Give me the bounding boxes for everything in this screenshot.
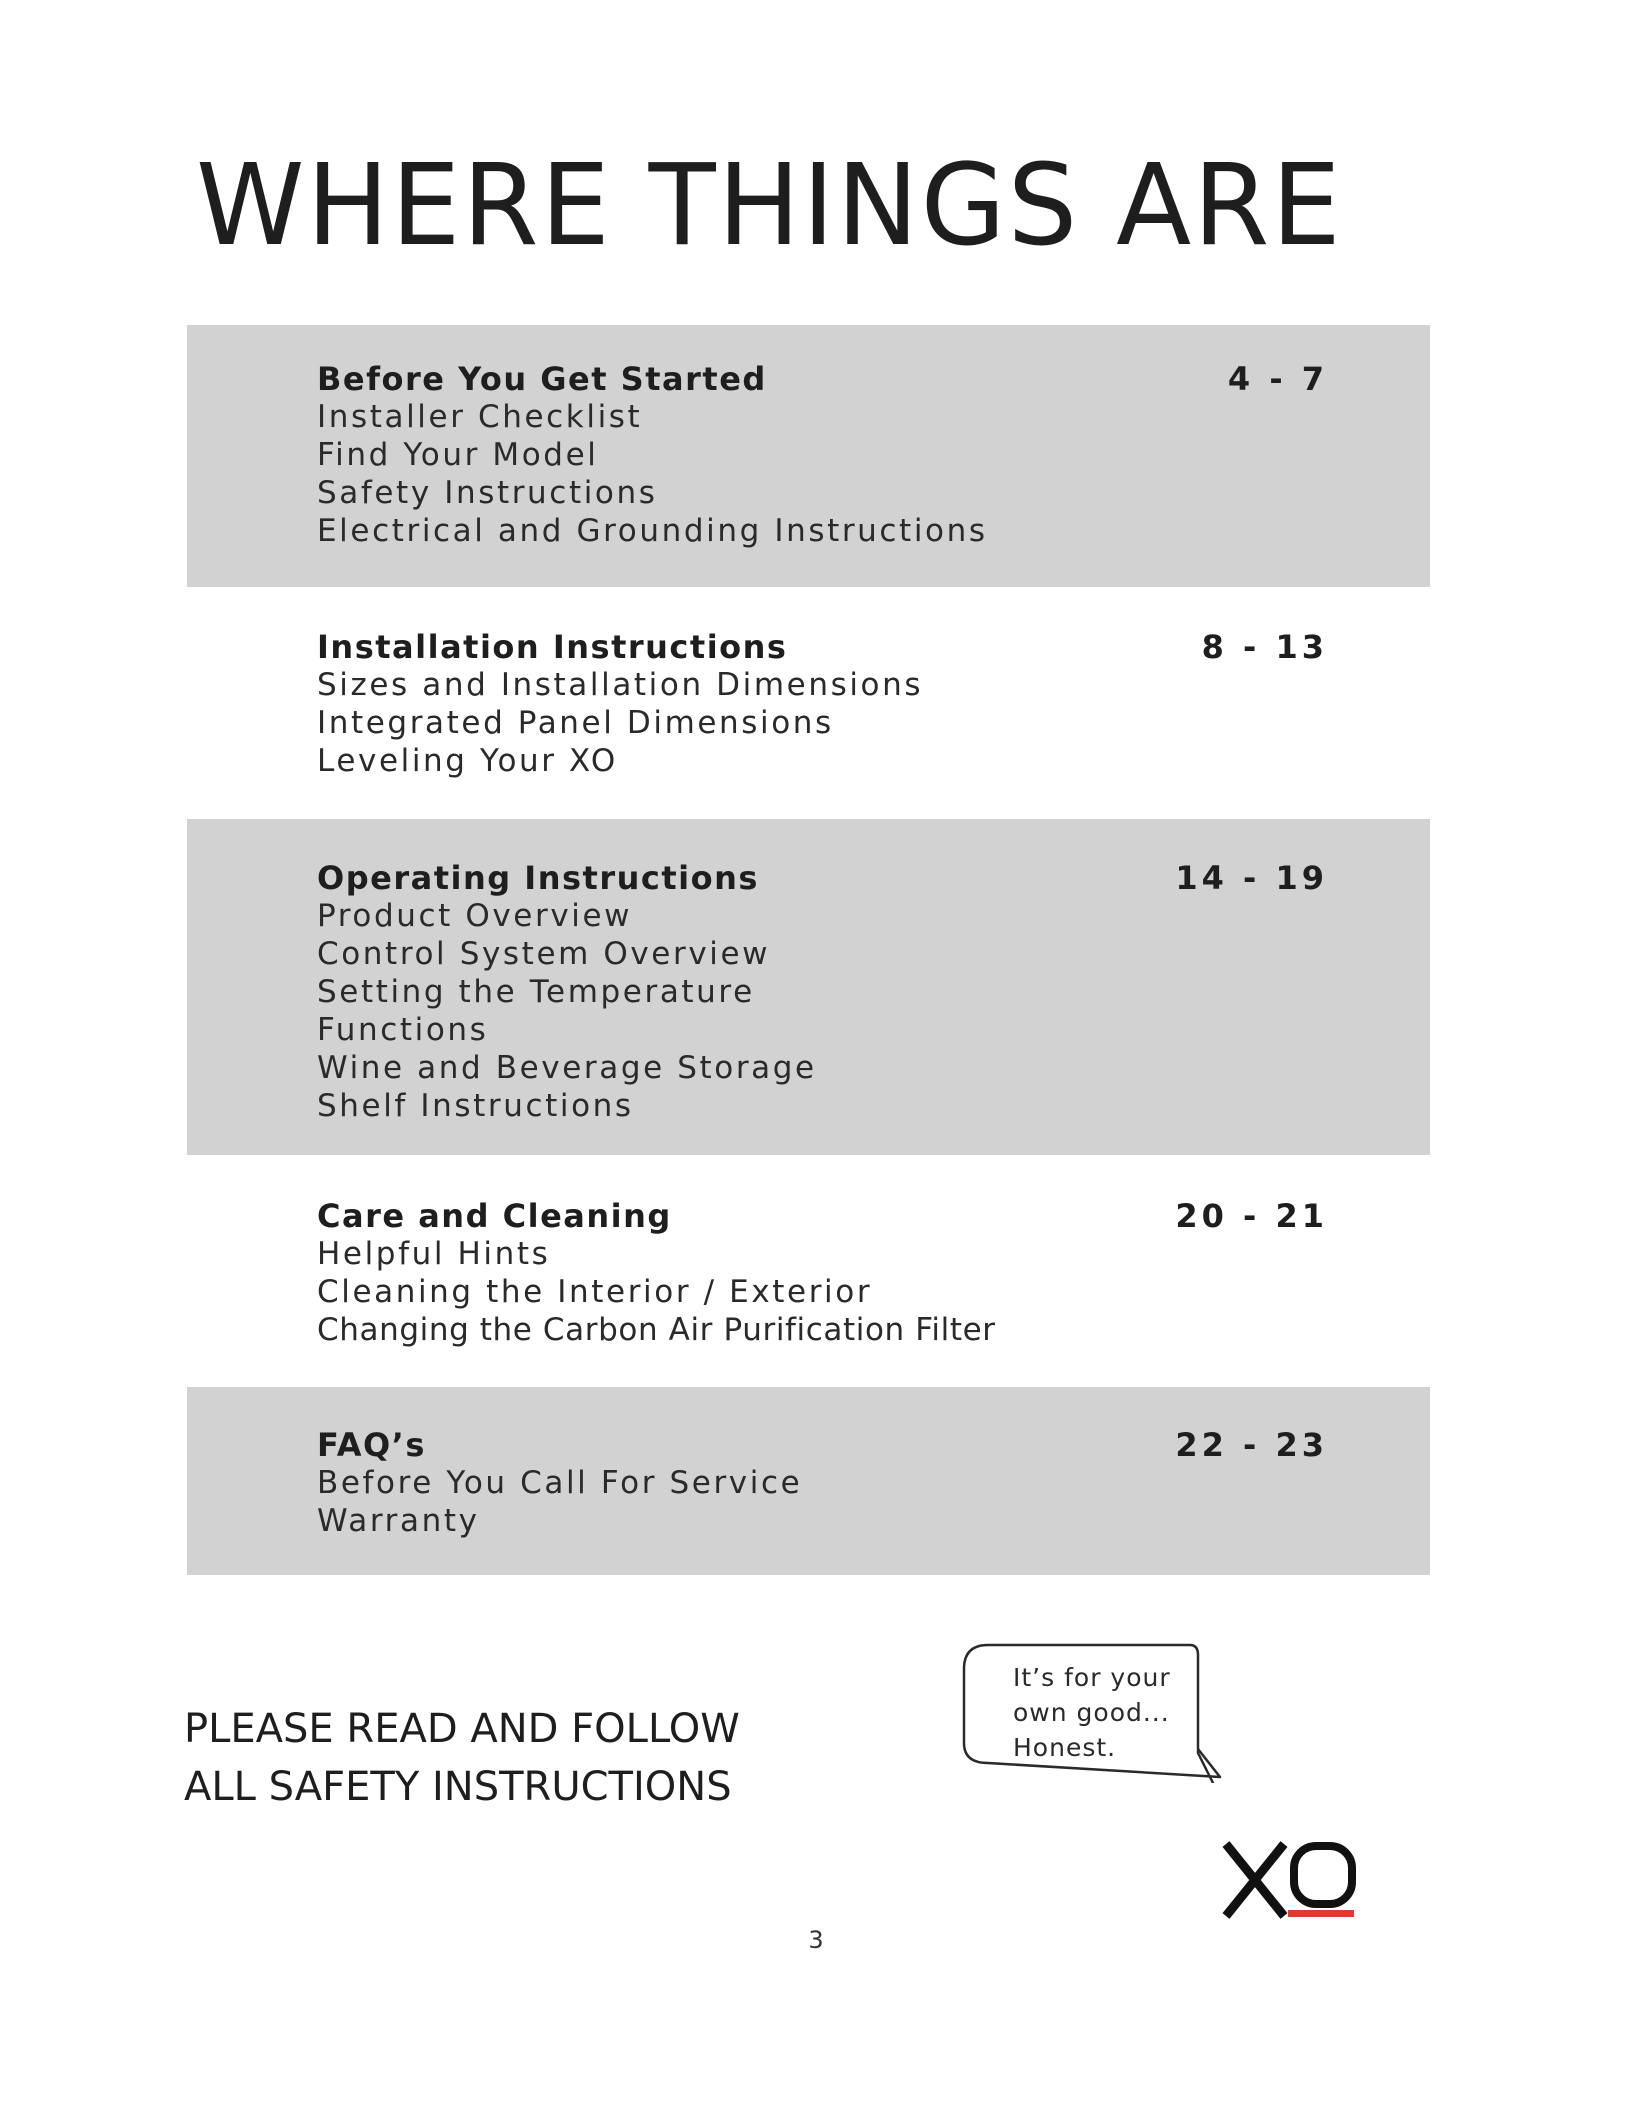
- section-item: Helpful Hints: [317, 1236, 551, 1272]
- speech-bubble-line: It’s for your: [1013, 1663, 1171, 1692]
- section-item: Changing the Carbon Air Purification Filter: [317, 1312, 996, 1348]
- safety-notice-line: ALL SAFETY INSTRUCTIONS: [184, 1764, 732, 1810]
- section-item: Safety Instructions: [317, 475, 658, 511]
- xo-logo: [1222, 1840, 1358, 1920]
- section-item: Find Your Model: [317, 437, 599, 473]
- section-item: Setting the Temperature: [317, 974, 755, 1010]
- section-item: Leveling Your XO: [317, 743, 618, 779]
- section-item: Installer Checklist: [317, 399, 643, 435]
- page-range: 14 - 19: [1175, 859, 1328, 897]
- page-title: WHERE THINGS ARE: [196, 141, 1343, 271]
- section-item: Cleaning the Interior / Exterior: [317, 1274, 873, 1310]
- toc-section-installation-instructions: [187, 587, 1430, 819]
- toc-section-before-you-get-started: [187, 325, 1430, 587]
- section-heading: Operating Instructions: [317, 859, 759, 897]
- section-item: Wine and Beverage Storage: [317, 1050, 817, 1086]
- speech-bubble-text: [1013, 1660, 1171, 1765]
- section-item: Before You Call For Service: [317, 1465, 803, 1501]
- section-item: Warranty: [317, 1503, 480, 1539]
- section-heading: Installation Instructions: [317, 628, 788, 666]
- page-range: 20 - 21: [1175, 1197, 1328, 1235]
- section-item: Functions: [317, 1012, 489, 1048]
- section-item: Product Overview: [317, 898, 633, 934]
- section-item: Electrical and Grounding Instructions: [317, 513, 988, 549]
- section-item: Control System Overview: [317, 936, 771, 972]
- section-item: Sizes and Installation Dimensions: [317, 667, 924, 703]
- safety-notice: [184, 1700, 740, 1816]
- toc-section-operating-instructions: [187, 819, 1430, 1155]
- toc-section-faqs: [187, 1387, 1430, 1575]
- page-range: 22 - 23: [1175, 1426, 1328, 1464]
- page-range: 8 - 13: [1201, 628, 1328, 666]
- section-item: Integrated Panel Dimensions: [317, 705, 834, 741]
- section-heading: Before You Get Started: [317, 360, 767, 398]
- page-number: 3: [808, 1926, 824, 1954]
- safety-notice-line: PLEASE READ AND FOLLOW: [184, 1706, 740, 1752]
- speech-bubble-line: own good...: [1013, 1698, 1170, 1727]
- page-range: 4 - 7: [1227, 360, 1328, 398]
- toc-section-care-and-cleaning: [187, 1155, 1430, 1387]
- section-item: Shelf Instructions: [317, 1088, 634, 1124]
- section-heading: FAQ’s: [317, 1426, 426, 1464]
- section-heading: Care and Cleaning: [317, 1197, 672, 1235]
- speech-bubble-line: Honest.: [1013, 1733, 1117, 1762]
